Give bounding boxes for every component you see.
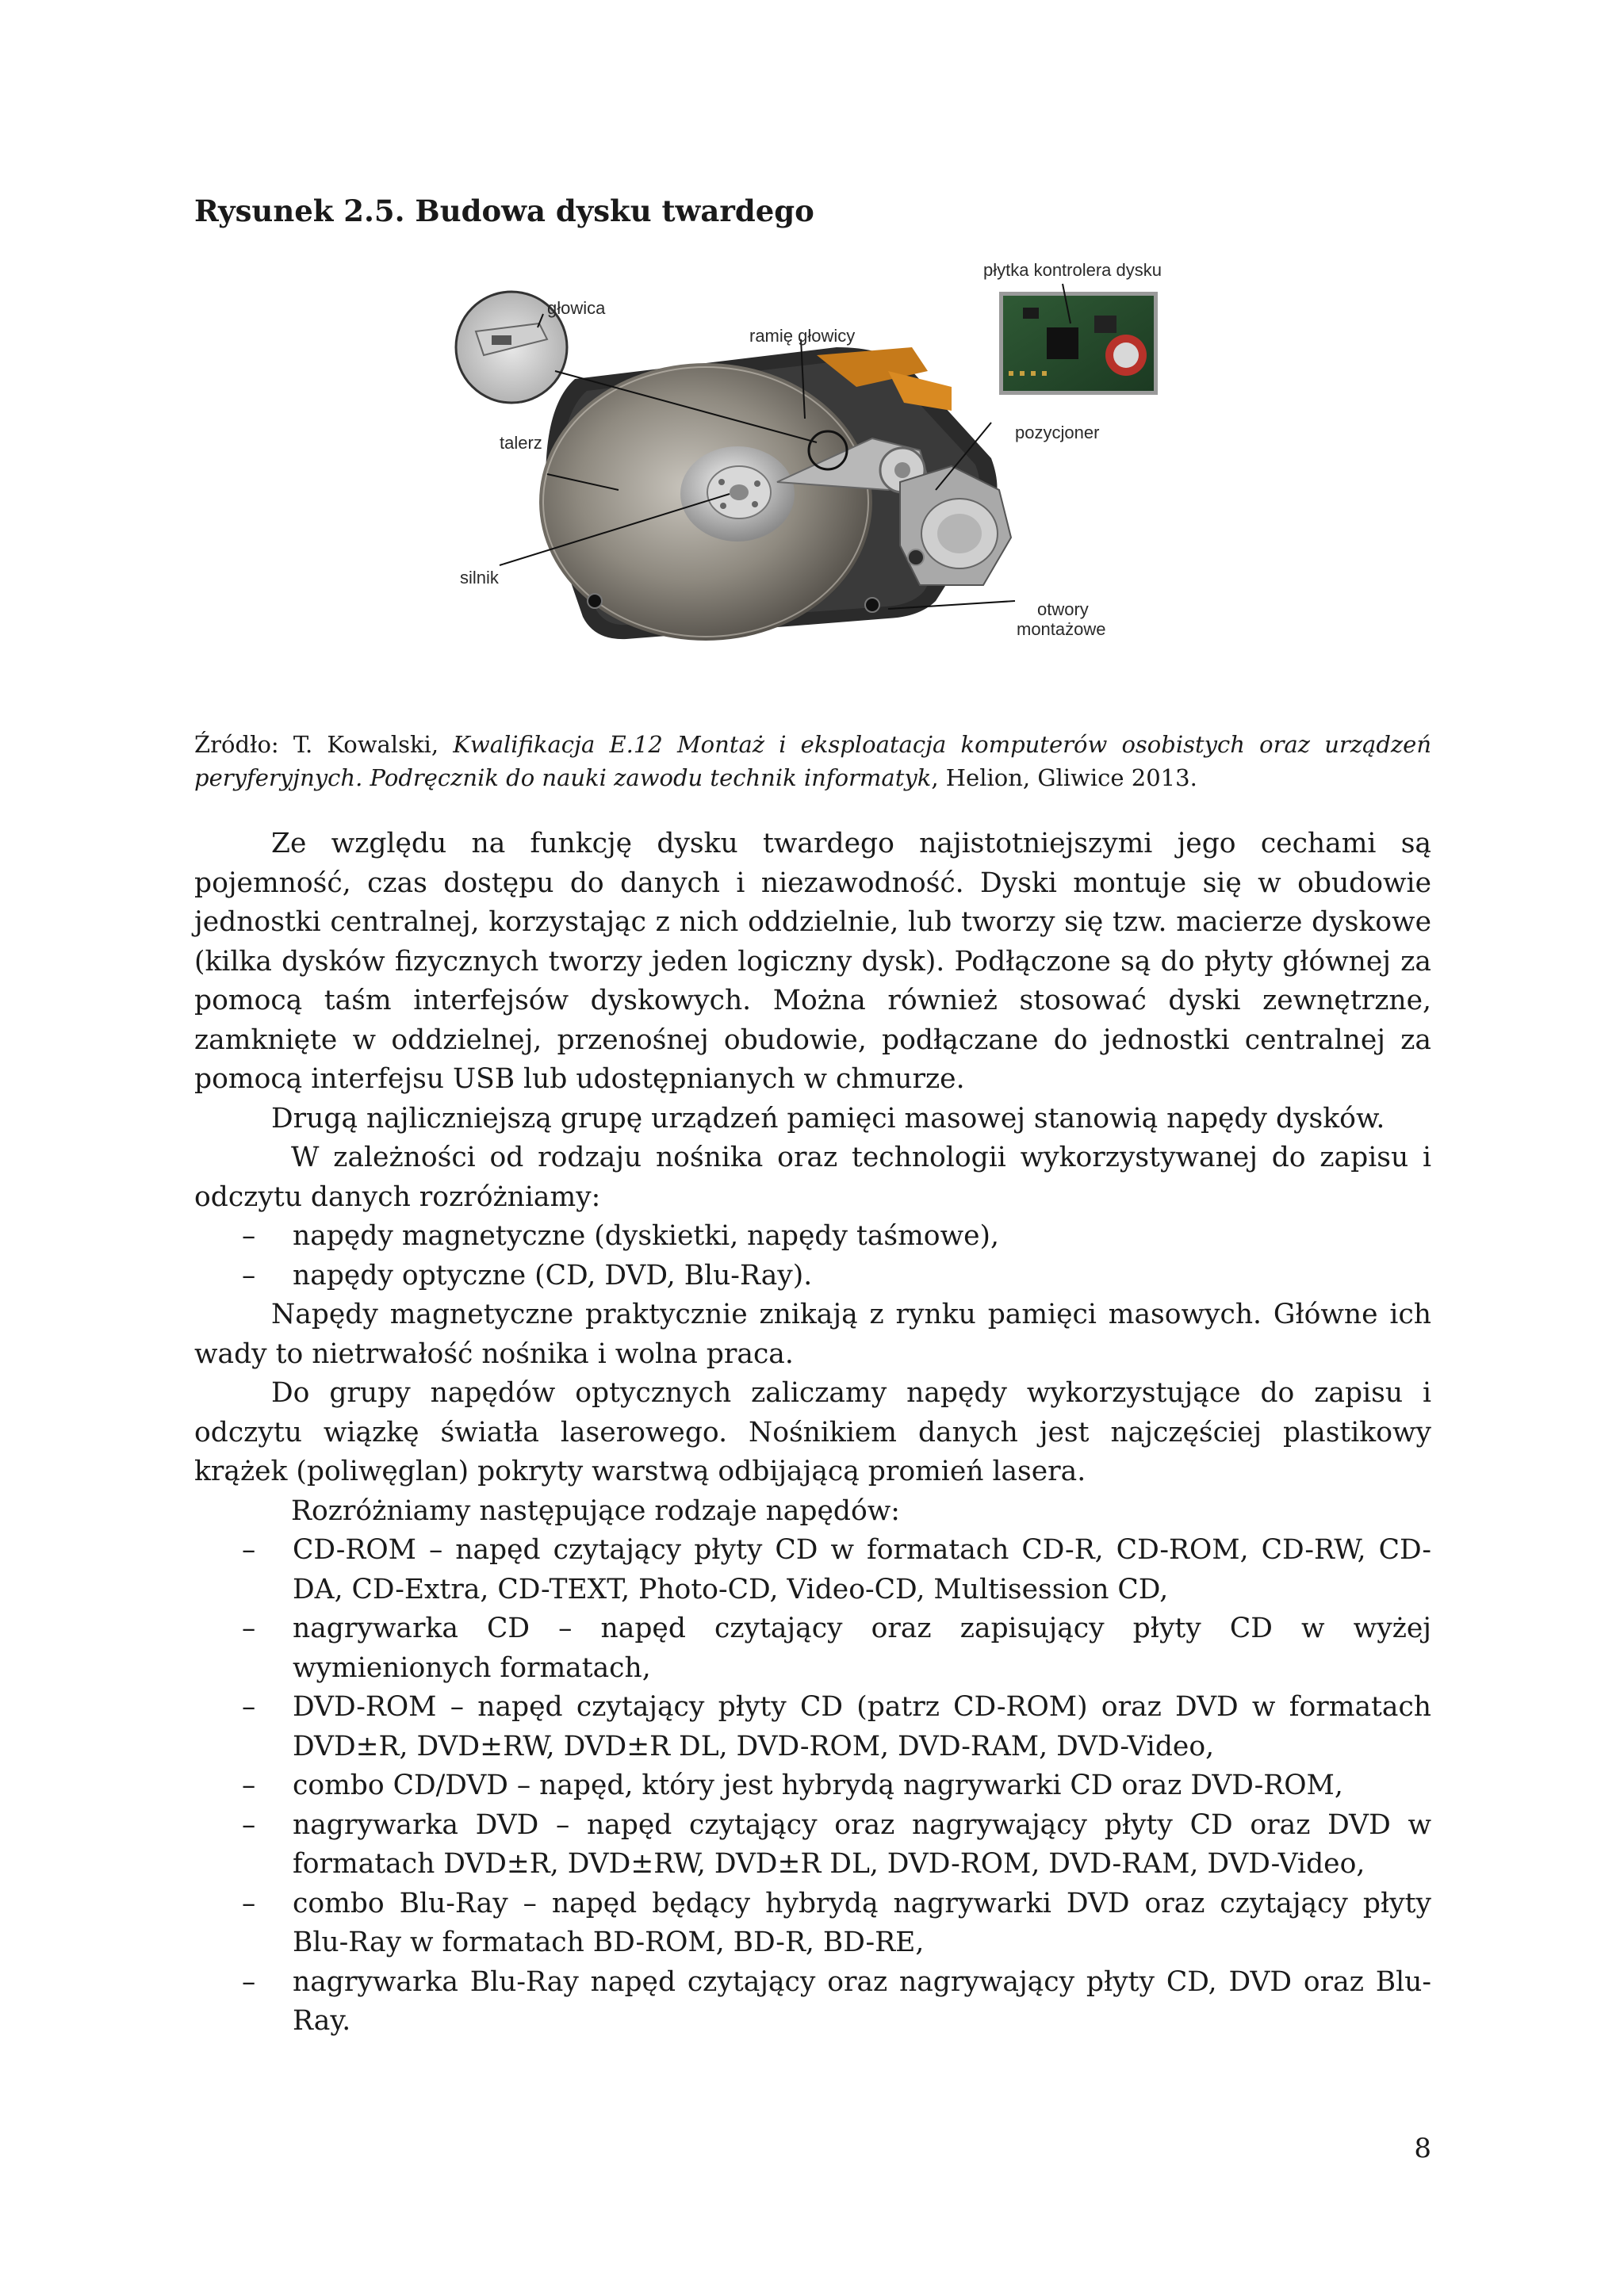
- list-item: – combo Blu-Ray – napęd będący hybrydą nagrywarki DVD oraz czytający płyty Blu-Ray w formatach BD-ROM, BD-R, BD-RE,: [194, 1885, 1431, 1963]
- label-pozycjoner: pozycjoner: [1015, 423, 1100, 442]
- paragraph-3: W zależności od rodzaju nośnika oraz technologii wykorzystywanej do zapisu i odczytu danych rozróżniamy:: [194, 1142, 1431, 1213]
- paragraph-2: Drugą najliczniejszą grupę urządzeń pamięci masowej stanowią napędy dysków.: [271, 1102, 1385, 1135]
- drive-types-list: [194, 1217, 1431, 1295]
- label-otwory-2: montażowe: [1017, 619, 1106, 639]
- label-plytka: płytka kontrolera dysku: [983, 260, 1162, 280]
- page-number: 8: [1414, 2133, 1431, 2164]
- source-prefix: Źródło: T. Kowalski,: [194, 731, 454, 758]
- hard-disk-illustration: [444, 252, 1213, 649]
- list-item: – nagrywarka CD – napęd czytający oraz zapisujący płyty CD w wyżej wymienionych formatach,: [194, 1609, 1431, 1688]
- label-talerz: talerz: [500, 433, 542, 453]
- paragraph-5: Do grupy napędów optycznych zaliczamy napędy wykorzystujące do zapisu i odczytu wiązkę światła laserowego. Nośnikiem danych jest najczęściej plastikowy krążek (poliwęglan) pokryty warstwą odbijającą promień lasera.: [194, 1377, 1431, 1487]
- list-item: – nagrywarka Blu-Ray napęd czytający oraz nagrywający płyty CD, DVD oraz Blu-Ray.: [194, 1963, 1431, 2042]
- label-silnik: silnik: [460, 568, 499, 587]
- source-suffix: , Helion, Gliwice 2013.: [931, 764, 1197, 791]
- label-glowica: głowica: [547, 298, 606, 318]
- figure-title: Rysunek 2.5. Budowa dysku twardego: [194, 193, 814, 228]
- source-title: Kwalifikacja E.12 Montaż i eksploatacja komputerów osobistych oraz urządzeń peryferyjnych. Podręcznik do nauki zawodu technik informatyk: [194, 731, 1432, 791]
- optical-drives-list: [194, 1531, 1431, 2042]
- list-item: – napędy optyczne (CD, DVD, Blu-Ray).: [194, 1257, 1431, 1296]
- hard-disk-figure: [444, 252, 1213, 649]
- body-text: [194, 825, 1431, 2042]
- list-item: – DVD-ROM – napęd czytający płyty CD (patrz CD-ROM) oraz DVD w formatach DVD±R, DVD±RW, DVD±R DL, DVD-ROM, DVD-RAM, DVD-Video,: [194, 1688, 1431, 1766]
- paragraph-1: Ze względu na funkcję dysku twardego najistotniejszymi jego cechami są pojemność, czas dostępu do danych i niezawodność. Dyski montuje się w obudowie jednostki centralnej, korzystając z nich oddzielnie, lub tworzy się tzw. macierze dyskowe (kilka dysków fizycznych tworzy jeden logiczny dysk). Podłączone są do płyty głównej za pomocą taśm interfejsów dyskowych. Można również stosować dyski zewnętrzne, zamknięte w oddzielnej, przenośnej obudowie, podłączane do jednostki centralnej za pomocą interfejsu USB lub udostępnianych w chmurze.: [194, 828, 1431, 1095]
- list-item: – napędy magnetyczne (dyskietki, napędy taśmowe),: [194, 1217, 1431, 1257]
- controller-board: [999, 292, 1158, 395]
- label-otwory-1: otwory: [1037, 599, 1089, 619]
- paragraph-6: Rozróżniamy następujące rodzaje napędów:: [291, 1494, 900, 1527]
- paragraph-4: Napędy magnetyczne praktycznie znikają z rynku pamięci masowych. Główne ich wady to nietrwałość nośnika i wolna praca.: [194, 1299, 1431, 1370]
- list-item: – CD-ROM – napęd czytający płyty CD w formatach CD-R, CD-ROM, CD-RW, CD-DA, CD-Extra, CD-TEXT, Photo-CD, Video-CD, Multisession CD,: [194, 1531, 1431, 1609]
- figure-source: [194, 728, 1431, 794]
- list-item: – combo CD/DVD – napęd, który jest hybrydą nagrywarki CD oraz DVD-ROM,: [194, 1766, 1431, 1806]
- label-ramie: ramię głowicy: [749, 326, 856, 346]
- list-item: – nagrywarka DVD – napęd czytający oraz nagrywający płyty CD oraz DVD w formatach DVD±R, DVD±RW, DVD±R DL, DVD-ROM, DVD-RAM, DVD-Video,: [194, 1806, 1431, 1885]
